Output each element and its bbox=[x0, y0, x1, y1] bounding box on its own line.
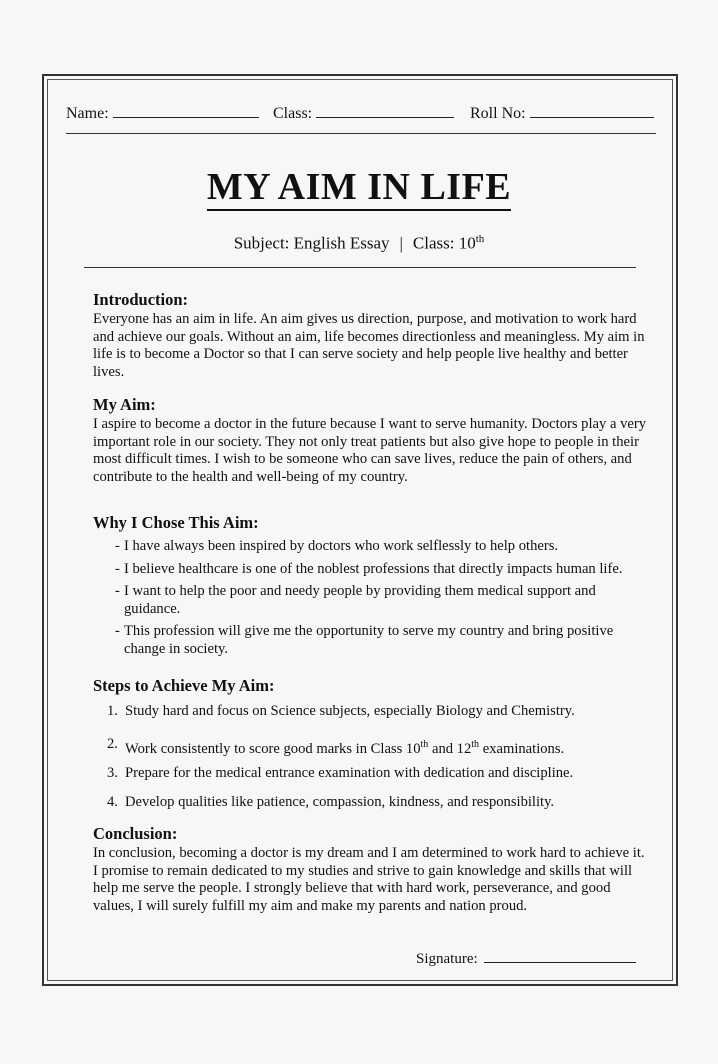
list-item: 2. Work consistently to score good marks in Class 10th and 12th examinations. bbox=[107, 735, 565, 757]
class-blank[interactable] bbox=[316, 103, 454, 118]
subtitle-separator: | bbox=[399, 233, 403, 253]
list-item: - I believe healthcare is one of the noblest professions that directly impacts human life. bbox=[115, 560, 623, 577]
signature-field[interactable] bbox=[416, 948, 636, 968]
conclusion-text: In conclusion, becoming a doctor is my dream and I am determined to work hard to achieve it. I promise to remain dedicated to my studies and strive to gain knowledge and skills that will help me serve the people. I strongly believe that with hard work, perseverance, and good values, I will surely fulfill my aim and make my parents and nation proud. bbox=[93, 845, 645, 914]
list-item: 4. Develop qualities like patience, compassion, kindness, and responsibility. bbox=[107, 794, 555, 811]
list-item: 3. Prepare for the medical entrance examination with dedication and discipline. bbox=[107, 764, 574, 781]
dash-bullet: - bbox=[115, 583, 120, 599]
steps-list bbox=[93, 703, 653, 812]
dash-bullet: - bbox=[115, 538, 120, 554]
roll-blank[interactable] bbox=[530, 103, 654, 118]
name-blank[interactable] bbox=[113, 103, 259, 118]
roll-label: Roll No: bbox=[470, 105, 526, 122]
name-label: Name: bbox=[66, 105, 109, 122]
essay-title bbox=[0, 165, 718, 211]
essay-title-text: MY AIM IN LIFE bbox=[207, 165, 511, 211]
why-section bbox=[93, 512, 653, 663]
my-aim-section bbox=[93, 394, 653, 486]
introduction-section bbox=[93, 289, 653, 381]
student-info-row bbox=[66, 103, 656, 123]
essay-subtitle bbox=[0, 233, 718, 254]
class-field[interactable] bbox=[273, 103, 454, 124]
signature-blank[interactable] bbox=[484, 948, 636, 963]
roll-field[interactable] bbox=[470, 103, 654, 124]
steps-heading: Steps to Achieve My Aim: bbox=[93, 676, 275, 695]
class-label: Class: bbox=[273, 105, 313, 122]
introduction-text: Everyone has an aim in life. An aim gives us direction, purpose, and motivation to work hard and achieve our goals. Without an aim, life becomes directionless and meaningless. My aim in life is to become a Doctor so that I can serve society and help people live healthy and better lives. bbox=[93, 311, 645, 380]
my-aim-heading: My Aim: bbox=[93, 395, 156, 414]
class-sup: th bbox=[475, 233, 485, 245]
header-divider bbox=[66, 133, 656, 134]
subject-text: Subject: English Essay bbox=[233, 233, 390, 253]
subtitle-divider bbox=[84, 267, 636, 268]
name-field[interactable] bbox=[66, 103, 259, 124]
signature-label: Signature: bbox=[416, 951, 478, 967]
list-item: - This profession will give me the opportunity to serve my country and bring positive change in society. bbox=[115, 623, 614, 657]
my-aim-text: I aspire to become a doctor in the future because I want to serve humanity. Doctors play a very important role in our society. They not only treat patients but also give hope to people in their most difficult times. I wish to be someone who can save lives, reduce the pain of others, and contribute to the health and well-being of my country. bbox=[93, 416, 647, 485]
introduction-heading: Introduction: bbox=[93, 290, 189, 309]
conclusion-section bbox=[93, 823, 653, 915]
class-text: Class: 10 bbox=[412, 233, 476, 253]
why-heading: Why I Chose This Aim: bbox=[93, 513, 259, 532]
list-item: - I want to help the poor and needy people by providing them medical support and guidance. bbox=[115, 583, 596, 617]
steps-section bbox=[93, 675, 653, 812]
dash-bullet: - bbox=[115, 623, 120, 639]
list-item: - I have always been inspired by doctors who work selflessly to help others. bbox=[115, 538, 559, 554]
why-list bbox=[93, 538, 653, 658]
dash-bullet: - bbox=[115, 560, 120, 577]
list-item: 1. Study hard and focus on Science subjects, especially Biology and Chemistry. bbox=[107, 703, 575, 719]
conclusion-heading: Conclusion: bbox=[93, 824, 178, 843]
